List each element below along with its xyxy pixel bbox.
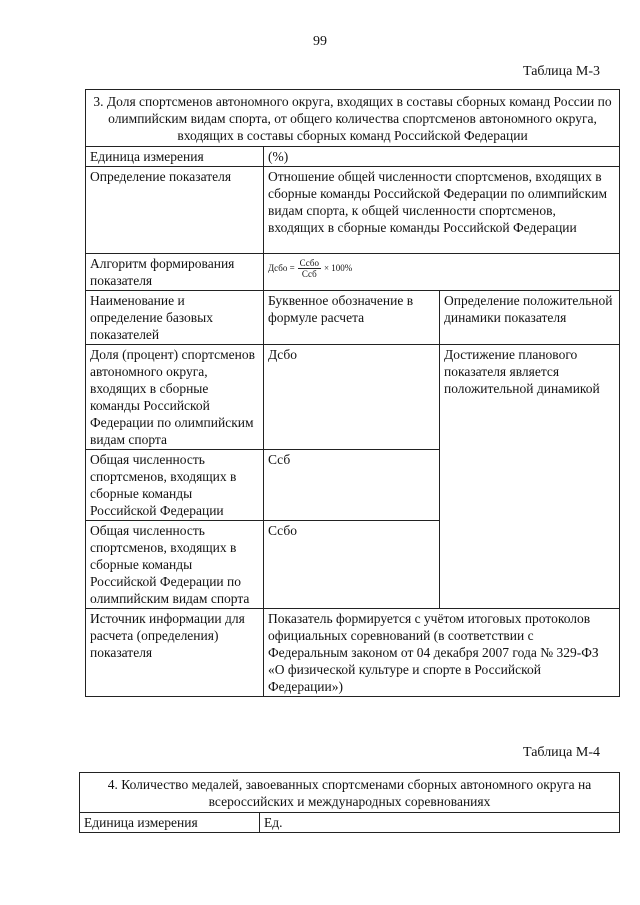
- formula-denominator: Ссб: [301, 269, 317, 279]
- unit-value: Ед.: [260, 813, 620, 833]
- row-name: Общая численность спортсменов, входящих в сборные команды Российской Федерации по олимпийским видам спорта: [86, 521, 264, 609]
- table-row: [80, 813, 620, 833]
- table-m3-title-row: [86, 90, 620, 147]
- header-name: Наименование и определение базовых показателей: [86, 291, 264, 345]
- table-m4-title-row: [80, 773, 620, 813]
- table-header-row: [86, 291, 620, 345]
- algorithm-label: Алгоритм формирования показателя: [86, 254, 264, 291]
- table-m4-title: 4. Количество медалей, завоеванных спортсменами сборных автономного округа на всероссийских и международных соревнованиях: [80, 773, 620, 813]
- definition-value: Отношение общей численности спортсменов, входящих в сборные команды Российской Федерации по олимпийским видам спорта, к общей численности спортсменов, входящих в сборные команды Российской Федерации: [264, 167, 620, 254]
- header-dynamics: Определение положительной динамики показателя: [440, 291, 620, 345]
- table-m4: [79, 772, 620, 833]
- definition-label: Определение показателя: [86, 167, 264, 254]
- formula: [268, 255, 615, 279]
- source-label: Источник информации для расчета (определения) показателя: [86, 609, 264, 697]
- page-number: 99: [313, 34, 327, 49]
- row-name: Доля (процент) спортсменов автономного округа, входящих в сборные команды Российской Федерации по олимпийским видам спорта: [86, 345, 264, 450]
- table-row: [86, 609, 620, 697]
- row-symbol: Ссбо: [264, 521, 440, 609]
- table-row: [86, 167, 620, 254]
- row-symbol: Ссб: [264, 450, 440, 521]
- table-row: [86, 345, 620, 450]
- unit-label: Единица измерения: [86, 147, 264, 167]
- table-m3-title: 3. Доля спортсменов автономного округа, входящих в составы сборных команд России по олимпийским видам спорта, от общего количества спортсменов автономного округа, входящих в составы сборных команд Российской Федерации: [86, 90, 620, 147]
- source-value: Показатель формируется с учётом итоговых протоколов официальных соревнований (в соответствии с Федеральным законом от 04 декабря 2007 года № 329-ФЗ «О физической культуре и спорте в Российской Федерации»): [264, 609, 620, 697]
- table-m3-label: Таблица М-3: [523, 64, 600, 79]
- formula-numerator: Ссбо: [299, 258, 319, 268]
- table-row: [86, 254, 620, 291]
- row-name: Общая численность спортсменов, входящих в сборные команды Российской Федерации: [86, 450, 264, 521]
- formula-lhs: Дсбо =: [268, 263, 295, 273]
- dynamics-value: Достижение планового показателя является положительной динамикой: [440, 345, 620, 609]
- unit-label: Единица измерения: [80, 813, 260, 833]
- formula-cell: [264, 254, 620, 291]
- row-symbol: Дсбо: [264, 345, 440, 450]
- table-m3: [85, 89, 620, 697]
- table-m4-label: Таблица М-4: [523, 745, 600, 760]
- header-symbol: Буквенное обозначение в формуле расчета: [264, 291, 440, 345]
- formula-multiplier: × 100%: [323, 263, 353, 273]
- unit-value: (%): [264, 147, 620, 167]
- formula-fraction: [298, 258, 321, 279]
- table-row: [86, 147, 620, 167]
